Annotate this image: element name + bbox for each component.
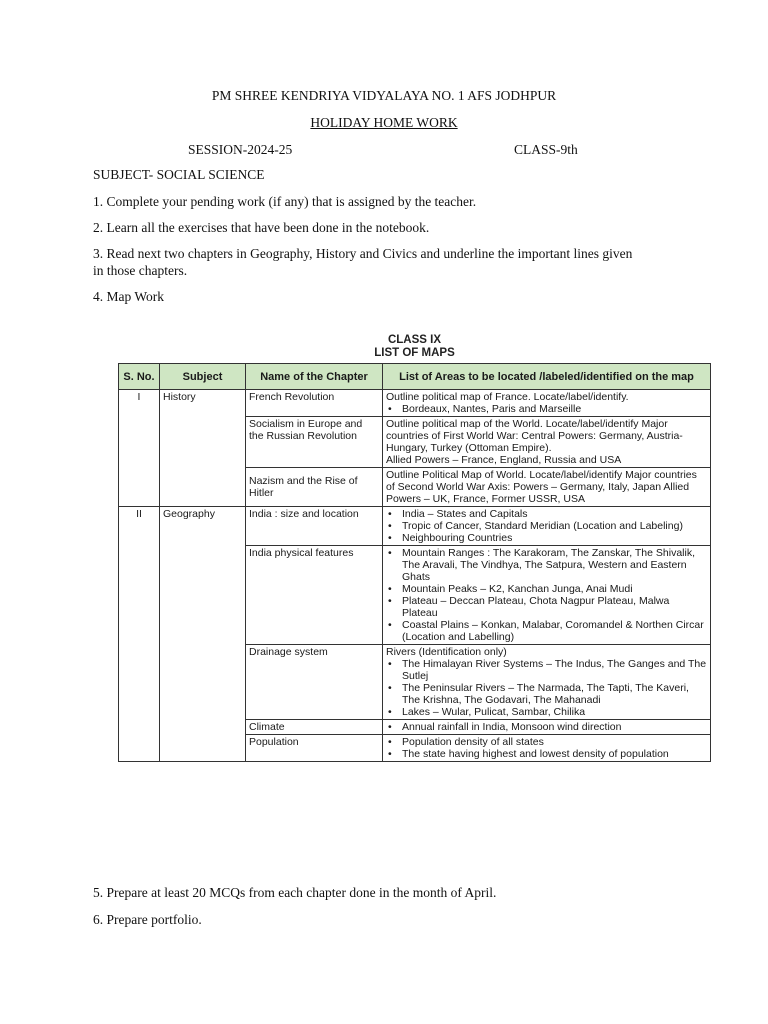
list-item: • The Himalayan River Systems – The Indus, The Ganges and The Sutlej	[402, 658, 707, 682]
areas-cell	[383, 645, 711, 720]
areas-text: Outline political map of France. Locate/label/identify.	[386, 391, 629, 403]
list-item: • India – States and Capitals	[402, 508, 707, 520]
instruction-4: 4. Map Work	[93, 289, 165, 304]
list-item: • Tropic of Cancer, Standard Meridian (Location and Labeling)	[402, 520, 707, 532]
areas-text: Allied Powers – France, England, Russia and USA	[386, 454, 622, 466]
map-list-table	[118, 363, 711, 762]
areas-cell	[383, 468, 711, 507]
school-name: PM SHREE KENDRIYA VIDYALAYA NO. 1 AFS JODHPUR	[211, 88, 557, 103]
chapter-cell: Nazism and the Rise of Hitler	[246, 468, 383, 507]
chapter-cell: India physical features	[246, 546, 383, 645]
chapter-cell: India : size and location	[246, 507, 383, 546]
list-item: • Lakes – Wular, Pulicat, Sambar, Chilika	[402, 706, 707, 718]
list-item: • The state having highest and lowest density of population	[402, 748, 707, 760]
header-subject: Subject	[160, 364, 246, 390]
areas-cell	[383, 720, 711, 735]
table-header-row	[119, 364, 711, 390]
table-row	[119, 390, 711, 417]
instruction-3-line-2: in those chapters.	[93, 263, 188, 278]
header-sno: S. No.	[119, 364, 160, 390]
map-table-title-list: LIST OF MAPS	[374, 347, 455, 359]
map-table-title-class: CLASS IX	[387, 334, 442, 346]
chapter-cell: Climate	[246, 720, 383, 735]
list-item: • Coastal Plains – Konkan, Malabar, Coromandel & Northen Circar (Location and Labelling)	[402, 619, 707, 643]
areas-text: Outline political map of the World. Locate/label/identify Major countries of First World War: Central Powers: Germany, Austria-Hungary, Turkey (Ottoman Empire).	[386, 418, 683, 454]
instruction-6: 6. Prepare portfolio.	[93, 912, 202, 927]
instruction-3-line-1: 3. Read next two chapters in Geography, History and Civics and underline the important lines given	[93, 246, 633, 261]
table-row	[119, 507, 711, 546]
class-label: CLASS-9th	[514, 142, 578, 157]
list-item: • Mountain Peaks – K2, Kanchan Junga, Anai Mudi	[402, 583, 707, 595]
header-areas: List of Areas to be located /labeled/identified on the map	[383, 364, 711, 390]
list-item: • Bordeaux, Nantes, Paris and Marseille	[402, 403, 707, 415]
sno-cell: II	[119, 507, 160, 762]
areas-cell	[383, 546, 711, 645]
subject-label: SUBJECT- SOCIAL SCIENCE	[93, 167, 265, 182]
areas-text: Rivers (Identification only)	[386, 646, 507, 658]
list-item: • Plateau – Deccan Plateau, Chota Nagpur Plateau, Malwa Plateau	[402, 595, 707, 619]
list-item: • Annual rainfall in India, Monsoon wind direction	[402, 721, 707, 733]
list-item: • Mountain Ranges : The Karakoram, The Zanskar, The Shivalik, The Aravali, The Vindhya, The Satpura, Western and Eastern Ghats	[402, 547, 707, 583]
map-list-figure	[118, 334, 711, 762]
areas-text: Outline Political Map of World. Locate/label/identify Major countries of Second World War Axis: Powers – Germany, Italy, Japan Allied Powers – UK, France, Former USSR, USA	[386, 469, 697, 505]
subject-cell: Geography	[160, 507, 246, 762]
header-chapter: Name of the Chapter	[246, 364, 383, 390]
subject-cell: History	[160, 390, 246, 507]
areas-cell	[383, 735, 711, 762]
instruction-5: 5. Prepare at least 20 MCQs from each chapter done in the month of April.	[93, 885, 497, 900]
chapter-cell: Drainage system	[246, 645, 383, 720]
session-label: SESSION-2024-25	[188, 142, 293, 157]
page-title: HOLIDAY HOME WORK	[310, 115, 458, 130]
areas-cell	[383, 417, 711, 468]
instruction-1: 1. Complete your pending work (if any) that is assigned by the teacher.	[93, 194, 477, 209]
chapter-cell: Population	[246, 735, 383, 762]
sno-cell: I	[119, 390, 160, 507]
chapter-cell: Socialism in Europe and the Russian Revolution	[246, 417, 383, 468]
list-item: • The Peninsular Rivers – The Narmada, The Tapti, The Kaveri, The Krishna, The Godavari, The Mahanadi	[402, 682, 707, 706]
chapter-cell: French Revolution	[246, 390, 383, 417]
areas-cell	[383, 507, 711, 546]
areas-cell	[383, 390, 711, 417]
list-item: • Neighbouring Countries	[402, 532, 707, 544]
list-item: • Population density of all states	[402, 736, 707, 748]
instruction-2: 2. Learn all the exercises that have been done in the notebook.	[93, 220, 430, 235]
